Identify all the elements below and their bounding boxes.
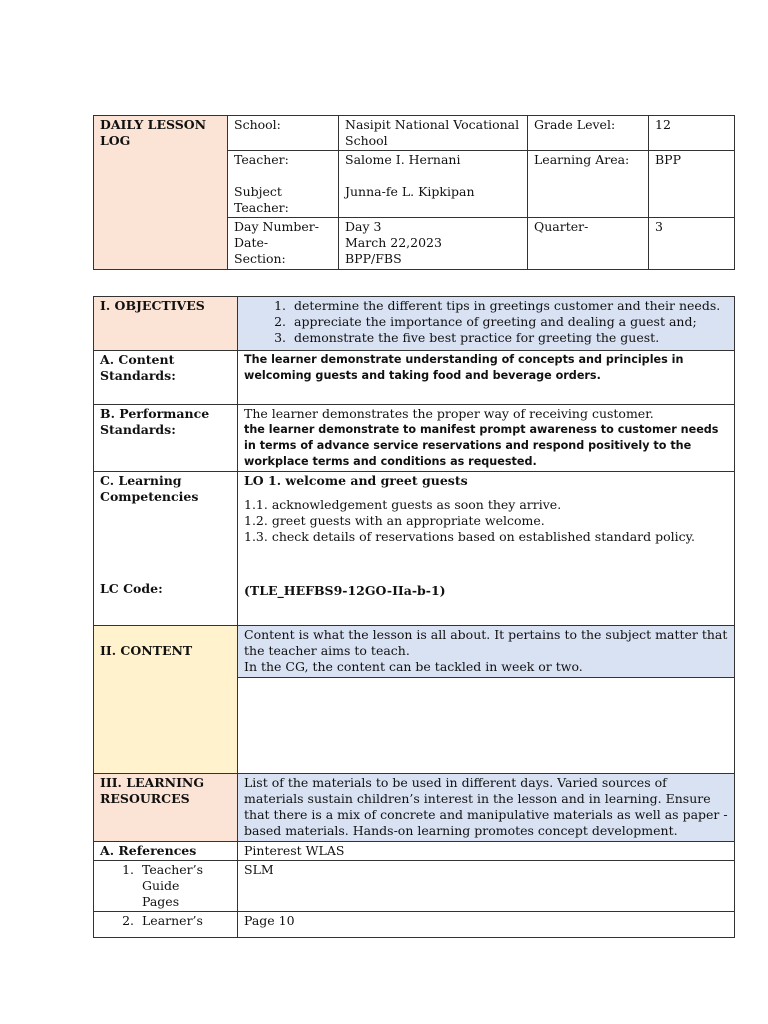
- grade-level-label: Grade Level:: [528, 116, 649, 151]
- lesson-log-header-table: [93, 115, 735, 270]
- references-label: A. References: [94, 842, 238, 861]
- performance-standards-text1: The learner demonstrates the proper way of receiving customer.: [244, 406, 654, 421]
- competencies-heading: LO 1. welcome and greet guests: [244, 473, 468, 488]
- content-description-cell: [238, 626, 735, 678]
- day-labels-cell: [228, 218, 339, 270]
- performance-standards-label: B. Performance Standards:: [94, 405, 238, 472]
- date-label: Date-: [234, 235, 269, 250]
- quarter-value: 3: [649, 218, 735, 270]
- learners-value: Page 10: [238, 912, 735, 938]
- teachers-guide-label-cell: 1. Teacher’s Guide Pages: [94, 861, 238, 912]
- lesson-plan-table: [93, 296, 735, 938]
- competency-item: 1.1. acknowledgement guests as soon they arrive.: [244, 497, 562, 512]
- lesson-log-title: DAILY LESSON LOG: [94, 116, 228, 270]
- content-description-text1: Content is what the lesson is all about. It pertains to the subject matter that the teacher aims to teach.: [244, 627, 728, 658]
- content-description-text2: In the CG, the content can be tackled in week or two.: [244, 659, 583, 674]
- performance-standards-text2: the learner demonstrate to manifest prompt awareness to customer needs in terms of advance service reservations and respond positively to the workplace terms and conditions as requested.: [244, 423, 719, 468]
- content-empty-cell: [238, 678, 735, 774]
- objective-item: 3. demonstrate the five best practice for greeting the guest.: [290, 330, 728, 346]
- objective-item: 1. determine the different tips in greetings customer and their needs.: [290, 298, 728, 314]
- section-label: Section:: [234, 251, 286, 266]
- competencies-cell: [238, 472, 735, 626]
- day-values-cell: [339, 218, 528, 270]
- content-standards-label: A. Content Standards:: [94, 351, 238, 405]
- learning-area-value: BPP: [649, 151, 735, 218]
- day-number-label: Day Number-: [234, 219, 319, 234]
- subject-teacher-value: Junna-fe L. Kipkipan: [345, 184, 475, 199]
- teacher-labels-cell: [228, 151, 339, 218]
- teacher-values-cell: [339, 151, 528, 218]
- objectives-label: I. OBJECTIVES: [94, 297, 238, 351]
- competency-item: 1.2. greet guests with an appropriate welcome.: [244, 513, 545, 528]
- day-number-value: Day 3: [345, 219, 382, 234]
- performance-standards-cell: [238, 405, 735, 472]
- quarter-label: Quarter-: [528, 218, 649, 270]
- content-label: II. CONTENT: [94, 626, 238, 774]
- teachers-guide-label: Teacher’s Guide Pages: [142, 862, 204, 909]
- teacher-label: Teacher:: [234, 152, 289, 167]
- lc-code-value: (TLE_HEFBS9-12GO-IIa-b-1): [244, 583, 446, 598]
- competencies-label-cell: [94, 472, 238, 626]
- content-standards-text: The learner demonstrate understanding of concepts and principles in welcoming guests and taking food and beverage orders.: [238, 351, 735, 405]
- grade-level-value: 12: [649, 116, 735, 151]
- references-value: Pinterest WLAS: [238, 842, 735, 861]
- objectives-list: [244, 298, 728, 346]
- learning-resources-text: List of the materials to be used in different days. Varied sources of materials sustain children’s interest in the lesson and in learning. Ensure that there is a mix of concrete and manipulative materials as well as paper -based materials. Hands-on learning promotes concept development.: [238, 774, 735, 842]
- learners-label: Learner’s: [142, 913, 203, 928]
- date-value: March 22,2023: [345, 235, 442, 250]
- objectives-cell: [238, 297, 735, 351]
- learning-area-label: Learning Area:: [528, 151, 649, 218]
- objective-item: 2. appreciate the importance of greeting and dealing a guest and;: [290, 314, 728, 330]
- lc-code-label: LC Code:: [100, 581, 163, 596]
- subject-teacher-label: Subject Teacher:: [234, 184, 289, 215]
- competency-item: 1.3. check details of reservations based on established standard policy.: [244, 529, 696, 544]
- learning-competencies-label: C. Learning Competencies: [100, 473, 199, 504]
- section-value: BPP/FBS: [345, 251, 402, 266]
- teachers-guide-value: SLM: [238, 861, 735, 912]
- learners-label-cell: 2. Learner’s: [94, 912, 238, 938]
- teacher-value: Salome I. Hernani: [345, 152, 461, 167]
- school-value: Nasipit National Vocational School: [339, 116, 528, 151]
- school-label: School:: [228, 116, 339, 151]
- learning-resources-label: III. LEARNING RESOURCES: [94, 774, 238, 842]
